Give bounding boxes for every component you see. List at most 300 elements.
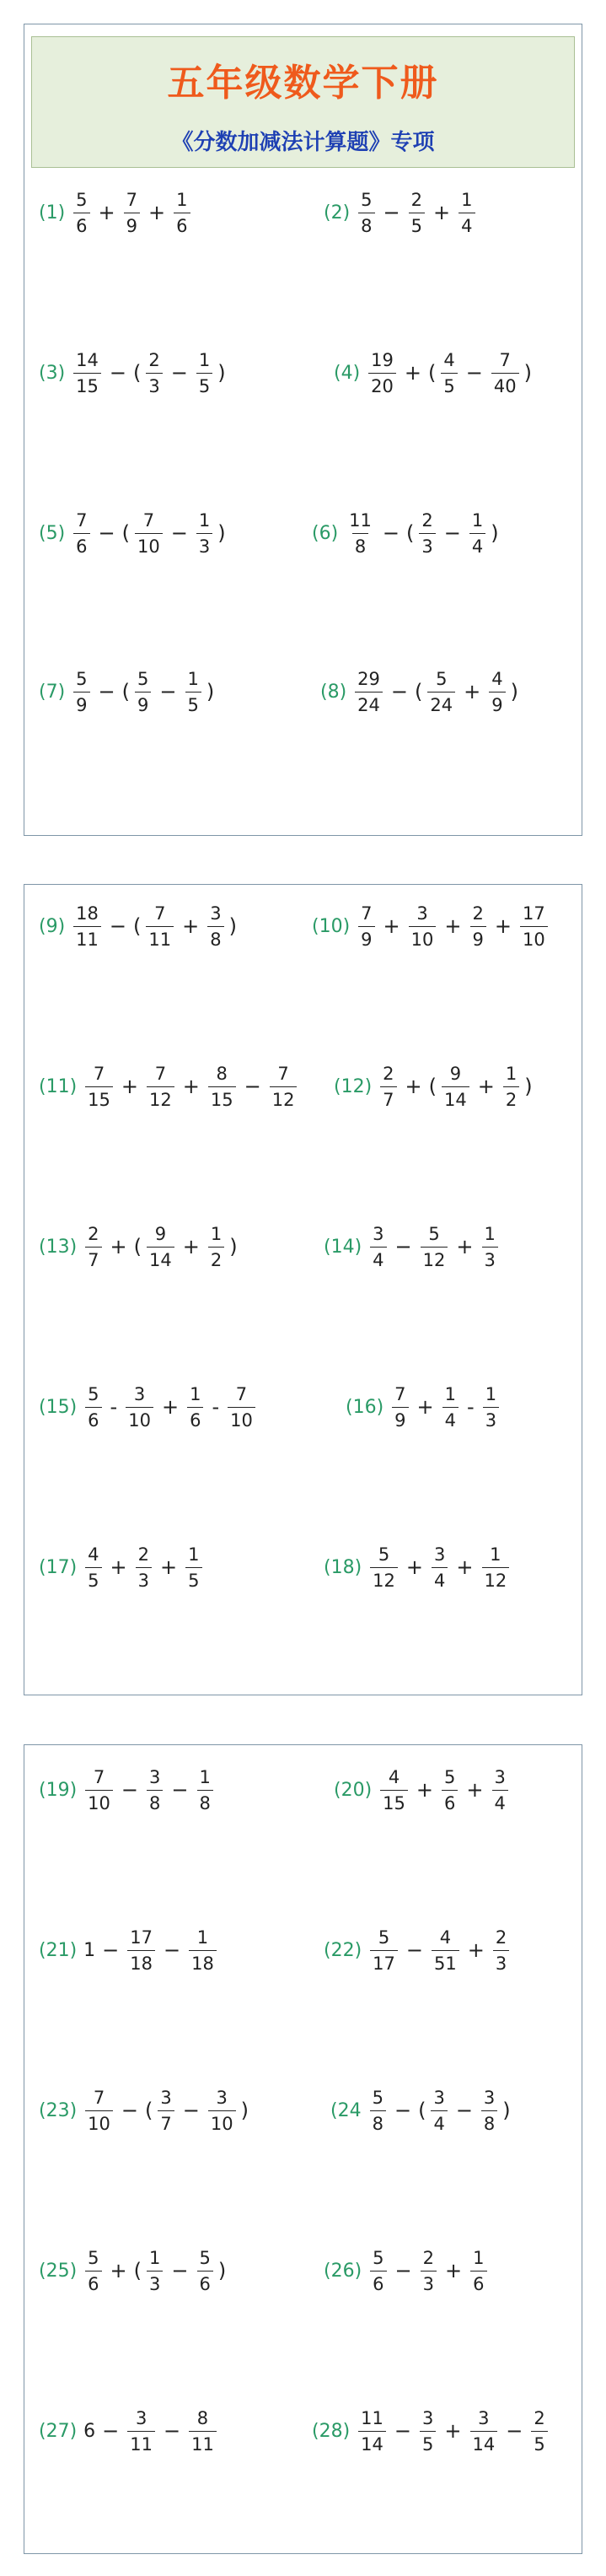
numerator: 4 <box>88 1544 99 1565</box>
operator: − <box>121 1778 139 1802</box>
fraction <box>470 2407 498 2455</box>
problem-number: (15) <box>39 1396 78 1418</box>
numerator: 1 <box>198 349 211 370</box>
fraction <box>208 2087 236 2135</box>
parenthesis: ( <box>415 680 423 703</box>
denominator: 5 <box>441 373 457 397</box>
fraction <box>270 1063 298 1111</box>
fraction <box>85 1383 101 1431</box>
denominator: 9 <box>489 692 505 716</box>
denominator: 12 <box>482 1567 510 1592</box>
parenthesis: ) <box>524 1075 533 1098</box>
numerator: 3 <box>416 903 428 924</box>
denominator: 6 <box>187 1407 203 1431</box>
numerator: 1 <box>187 668 199 689</box>
denominator: 24 <box>427 692 455 716</box>
problem-5 <box>39 508 228 558</box>
numerator: 8 <box>216 1063 228 1084</box>
problem-number: (20) <box>334 1779 373 1801</box>
problem-number: (13) <box>39 1236 78 1258</box>
numerator: 3 <box>149 1766 161 1787</box>
fraction <box>432 1544 448 1592</box>
denominator: 10 <box>126 1407 153 1431</box>
parenthesis: ) <box>240 2099 249 2122</box>
operator: + <box>416 1395 434 1419</box>
numerator: 5 <box>88 2247 99 2268</box>
denominator: 4 <box>370 1247 386 1271</box>
operator: − <box>383 201 400 224</box>
problem-number: (9) <box>39 915 66 937</box>
denominator: 9 <box>135 692 151 716</box>
numerator: 4 <box>388 1766 400 1787</box>
fraction <box>127 2407 155 2455</box>
numerator: 1 <box>199 1766 211 1787</box>
operator: − <box>394 2259 412 2282</box>
parenthesis: ( <box>121 680 131 703</box>
problem-26 <box>324 2245 491 2296</box>
problem-15 <box>39 1382 259 1432</box>
problem-number: (23) <box>39 2099 78 2121</box>
worksheet-subtitle: 《分数加减法计算题》专项 <box>171 130 435 155</box>
denominator: 11 <box>189 2431 217 2455</box>
denominator: 8 <box>481 2110 497 2135</box>
parenthesis: ) <box>229 1235 238 1258</box>
parenthesis: ) <box>491 521 499 545</box>
operator: − <box>455 2099 473 2122</box>
fraction <box>185 1544 201 1592</box>
fraction <box>355 668 383 716</box>
parenthesis: ) <box>206 680 215 703</box>
denominator: 6 <box>197 2271 213 2295</box>
operator: − <box>405 1938 424 1962</box>
denominator: 15 <box>85 1086 113 1111</box>
problem-4 <box>334 348 534 398</box>
numerator: 3 <box>135 2407 147 2428</box>
operator: + <box>445 2259 463 2282</box>
numerator: 2 <box>88 1223 99 1244</box>
numerator: 2 <box>534 2407 545 2428</box>
operator: + <box>444 914 462 938</box>
fraction <box>85 1766 113 1814</box>
numerator: 3 <box>483 2087 496 2108</box>
fraction <box>147 1766 163 1814</box>
denominator: 5 <box>409 213 425 237</box>
numerator: 5 <box>76 668 88 689</box>
fraction <box>124 189 140 237</box>
problem-8 <box>320 666 520 717</box>
fraction <box>470 903 486 951</box>
numerator: 1 <box>190 1383 201 1404</box>
fraction <box>127 1927 155 1975</box>
problem-25 <box>39 2245 228 2296</box>
fraction <box>174 189 190 237</box>
fraction <box>85 2247 101 2295</box>
fraction <box>520 903 548 951</box>
problem-number: (25) <box>39 2260 78 2282</box>
fraction <box>358 2407 386 2455</box>
denominator: 6 <box>442 1790 458 1814</box>
fraction <box>409 189 425 237</box>
problem-21 <box>39 1925 220 1975</box>
denominator: 10 <box>208 2110 236 2135</box>
fraction <box>197 1766 213 1814</box>
numerator: 3 <box>160 2087 172 2108</box>
denominator: 8 <box>358 213 374 237</box>
denominator: 18 <box>127 1950 155 1975</box>
operator: + <box>182 1075 200 1098</box>
problem-number: (24 <box>330 2099 362 2121</box>
denominator: 9 <box>470 926 486 951</box>
fraction <box>409 903 437 951</box>
fraction <box>158 2087 174 2135</box>
operator: − <box>382 521 400 545</box>
numerator: 11 <box>349 509 372 531</box>
denominator: 9 <box>124 213 140 237</box>
parenthesis: ( <box>428 1075 437 1098</box>
numerator: 3 <box>494 1766 506 1787</box>
problem-number: (27) <box>39 2420 78 2442</box>
fraction <box>73 668 89 716</box>
denominator: 17 <box>370 1950 398 1975</box>
fraction <box>147 2247 163 2295</box>
fraction <box>85 2087 113 2135</box>
numerator: 1 <box>473 2247 485 2268</box>
parenthesis: ( <box>428 361 437 385</box>
parenthesis: ( <box>133 2259 142 2282</box>
operator: + <box>456 1235 474 1258</box>
fraction <box>370 1544 398 1592</box>
denominator: 3 <box>146 373 162 397</box>
operator: + <box>110 2259 127 2282</box>
numerator: 1 <box>471 509 484 531</box>
denominator: 2 <box>503 1086 519 1111</box>
fraction <box>493 1927 509 1975</box>
numerator: 17 <box>130 1927 153 1948</box>
denominator: 5 <box>420 2431 436 2455</box>
denominator: 5 <box>185 1567 201 1592</box>
parenthesis: ( <box>406 521 415 545</box>
problem-2 <box>324 187 479 238</box>
fraction <box>208 1063 236 1111</box>
problem-12 <box>334 1061 534 1112</box>
operator: + <box>405 1075 422 1098</box>
denominator: 4 <box>442 1407 459 1431</box>
numerator: 1 <box>485 1383 497 1404</box>
parenthesis: ( <box>133 361 142 385</box>
problem-7 <box>39 666 216 717</box>
problem-number: (2) <box>324 202 351 224</box>
parenthesis: ) <box>502 2099 511 2122</box>
fraction <box>459 189 475 237</box>
parenthesis: ( <box>418 2099 426 2122</box>
denominator: 11 <box>73 926 101 951</box>
numerator: 5 <box>137 668 149 689</box>
numerator: 9 <box>154 1223 167 1244</box>
parenthesis: ( <box>133 914 142 938</box>
fraction <box>489 668 505 716</box>
operator: − <box>443 521 461 545</box>
denominator: 6 <box>174 213 190 237</box>
parenthesis: ( <box>133 1235 142 1258</box>
problem-number: (28) <box>312 2420 351 2442</box>
numerator: 3 <box>433 2087 445 2108</box>
denominator: 18 <box>189 1950 217 1975</box>
fraction <box>358 189 374 237</box>
denominator: 24 <box>355 692 383 716</box>
denominator: 6 <box>85 1407 101 1431</box>
denominator: 15 <box>73 373 101 397</box>
fraction <box>492 1766 508 1814</box>
numerator: 2 <box>421 509 433 531</box>
denominator: 4 <box>459 213 475 237</box>
numerator: 5 <box>88 1383 99 1404</box>
operator: + <box>98 201 115 224</box>
fraction <box>189 2407 217 2455</box>
denominator: 6 <box>73 213 89 237</box>
operator: − <box>164 2419 181 2443</box>
fraction <box>503 1063 519 1111</box>
denominator: 6 <box>370 2271 386 2295</box>
numerator: 9 <box>449 1063 462 1084</box>
operator: − <box>98 521 115 545</box>
fraction <box>531 2407 547 2455</box>
fraction <box>73 509 89 558</box>
numerator: 4 <box>491 668 503 689</box>
operator: − <box>394 2099 412 2122</box>
fraction <box>73 349 101 397</box>
fraction <box>196 509 212 558</box>
problem-number: (1) <box>39 202 66 224</box>
denominator: 6 <box>73 533 89 558</box>
operator: + <box>110 1235 127 1258</box>
operator: − <box>182 2099 200 2122</box>
numerator: 5 <box>373 2247 384 2268</box>
numerator: 7 <box>499 349 511 370</box>
denominator: 8 <box>197 1790 213 1814</box>
problem-number: (12) <box>334 1075 373 1097</box>
problem-28 <box>312 2406 551 2456</box>
parenthesis: ) <box>217 521 226 545</box>
denominator: 15 <box>208 1086 236 1111</box>
denominator: 12 <box>421 1247 448 1271</box>
denominator: 6 <box>470 2271 486 2295</box>
numerator: 29 <box>357 668 380 689</box>
numerator: 1 <box>196 1927 209 1948</box>
operator: − <box>171 1778 189 1802</box>
problem-number: (10) <box>312 915 351 937</box>
fraction <box>73 189 89 237</box>
operator: − <box>170 361 188 385</box>
numerator: 2 <box>137 1544 150 1565</box>
fraction <box>370 1927 398 1975</box>
problem-18 <box>324 1542 512 1592</box>
numerator: 3 <box>478 2407 490 2428</box>
problem-13 <box>39 1221 239 1272</box>
numerator: 2 <box>422 2247 435 2268</box>
denominator: 14 <box>147 1247 174 1271</box>
problem-number: (17) <box>39 1556 78 1578</box>
denominator: 3 <box>419 533 435 558</box>
numerator: 5 <box>378 1544 390 1565</box>
numerator: 2 <box>383 1063 394 1084</box>
operator: − <box>244 1075 261 1098</box>
denominator: 10 <box>85 1790 113 1814</box>
numerator: 3 <box>210 903 222 924</box>
numerator: 3 <box>133 1383 146 1404</box>
problem-number: (18) <box>324 1556 362 1578</box>
numerator: 11 <box>361 2407 383 2428</box>
denominator: 14 <box>470 2431 498 2455</box>
operator: + <box>182 914 200 938</box>
title-banner <box>31 36 575 168</box>
operator: − <box>121 2099 139 2122</box>
operator: − <box>394 2419 412 2443</box>
fraction <box>147 1063 174 1111</box>
fraction <box>346 509 374 558</box>
operator: - <box>212 1395 220 1419</box>
operator: + <box>433 201 451 224</box>
operator: + <box>383 914 400 938</box>
fraction <box>469 509 485 558</box>
problem-10 <box>312 901 551 951</box>
fraction <box>370 2247 386 2295</box>
fraction <box>358 903 374 951</box>
denominator: 14 <box>442 1086 469 1111</box>
denominator: 15 <box>380 1790 408 1814</box>
operator: − <box>109 361 127 385</box>
problem-24 <box>330 2085 512 2136</box>
fraction <box>491 349 519 397</box>
denominator: 4 <box>469 533 485 558</box>
numerator: 1 <box>198 509 211 531</box>
fraction <box>392 1383 408 1431</box>
numerator: 5 <box>76 189 88 210</box>
integer: 6 <box>83 2420 96 2442</box>
denominator: 11 <box>146 926 174 951</box>
operator: + <box>466 1778 484 1802</box>
denominator: 4 <box>492 1790 508 1814</box>
parenthesis: ( <box>145 2099 153 2122</box>
fraction <box>482 1223 498 1271</box>
operator: + <box>416 1778 434 1802</box>
operator: − <box>164 1938 181 1962</box>
problem-number: (21) <box>39 1939 78 1961</box>
numerator: 1 <box>210 1223 223 1244</box>
denominator: 11 <box>127 2431 155 2455</box>
operator: + <box>444 2419 462 2443</box>
numerator: 7 <box>277 1063 289 1084</box>
fraction <box>207 903 223 951</box>
problem-number: (14) <box>324 1236 362 1258</box>
denominator: 3 <box>421 2271 437 2295</box>
operator: − <box>98 680 115 703</box>
denominator: 7 <box>85 1247 101 1271</box>
denominator: 7 <box>380 1086 396 1111</box>
numerator: 7 <box>394 1383 406 1404</box>
operator: - <box>467 1395 475 1419</box>
fraction <box>380 1063 396 1111</box>
numerator: 4 <box>443 349 455 370</box>
problem-number: (4) <box>334 362 361 384</box>
problem-number: (8) <box>320 681 347 703</box>
fraction <box>73 903 101 951</box>
denominator: 8 <box>370 2110 386 2135</box>
problem-20 <box>334 1765 512 1815</box>
fraction <box>482 1544 510 1592</box>
problem-number: (6) <box>312 522 339 544</box>
fraction <box>187 1383 203 1431</box>
integer: 1 <box>83 1939 96 1961</box>
numerator: 1 <box>188 1544 200 1565</box>
denominator: 51 <box>432 1950 459 1975</box>
numerator: 1 <box>505 1063 518 1084</box>
fraction <box>421 2247 437 2295</box>
problem-3 <box>39 348 228 398</box>
fraction <box>442 1766 458 1814</box>
numerator: 2 <box>472 903 484 924</box>
fraction <box>427 668 455 716</box>
denominator: 8 <box>147 1790 163 1814</box>
operator: − <box>102 1938 120 1962</box>
operator: + <box>464 680 481 703</box>
operator: + <box>148 201 166 224</box>
denominator: 9 <box>73 692 89 716</box>
fraction <box>85 1063 113 1111</box>
problem-number: (16) <box>346 1396 384 1418</box>
numerator: 2 <box>495 1927 507 1948</box>
fraction <box>85 1223 101 1271</box>
operator: + <box>182 1235 200 1258</box>
fraction <box>197 2247 213 2295</box>
numerator: 1 <box>176 189 188 210</box>
operator: − <box>109 914 127 938</box>
fraction <box>380 1766 408 1814</box>
numerator: 5 <box>372 2087 383 2108</box>
fraction <box>442 1383 459 1431</box>
fraction <box>126 1383 153 1431</box>
operator: + <box>160 1555 178 1579</box>
operator: + <box>121 1075 139 1098</box>
numerator: 5 <box>199 2247 211 2268</box>
denominator: 5 <box>85 1567 101 1592</box>
denominator: 10 <box>135 533 163 558</box>
problem-19 <box>39 1765 217 1815</box>
numerator: 5 <box>378 1927 390 1948</box>
problem-1 <box>39 187 194 238</box>
numerator: 7 <box>235 1383 248 1404</box>
fraction <box>370 2087 386 2135</box>
numerator: 7 <box>93 2087 105 2108</box>
operator: − <box>171 2259 189 2282</box>
operator: + <box>110 1555 127 1579</box>
parenthesis: ( <box>121 521 131 545</box>
denominator: 2 <box>208 1247 224 1271</box>
denominator: 4 <box>431 2110 447 2135</box>
fraction <box>146 349 162 397</box>
parenthesis: ) <box>217 2259 227 2282</box>
numerator: 3 <box>434 1544 446 1565</box>
numerator: 5 <box>436 668 448 689</box>
operator: − <box>170 521 188 545</box>
numerator: 7 <box>154 1063 167 1084</box>
denominator: 3 <box>493 1950 509 1975</box>
numerator: 3 <box>216 2087 228 2108</box>
problem-16 <box>346 1382 502 1432</box>
problem-9 <box>39 901 239 951</box>
fraction <box>419 509 435 558</box>
operator: − <box>506 2419 523 2443</box>
fraction <box>481 2087 497 2135</box>
